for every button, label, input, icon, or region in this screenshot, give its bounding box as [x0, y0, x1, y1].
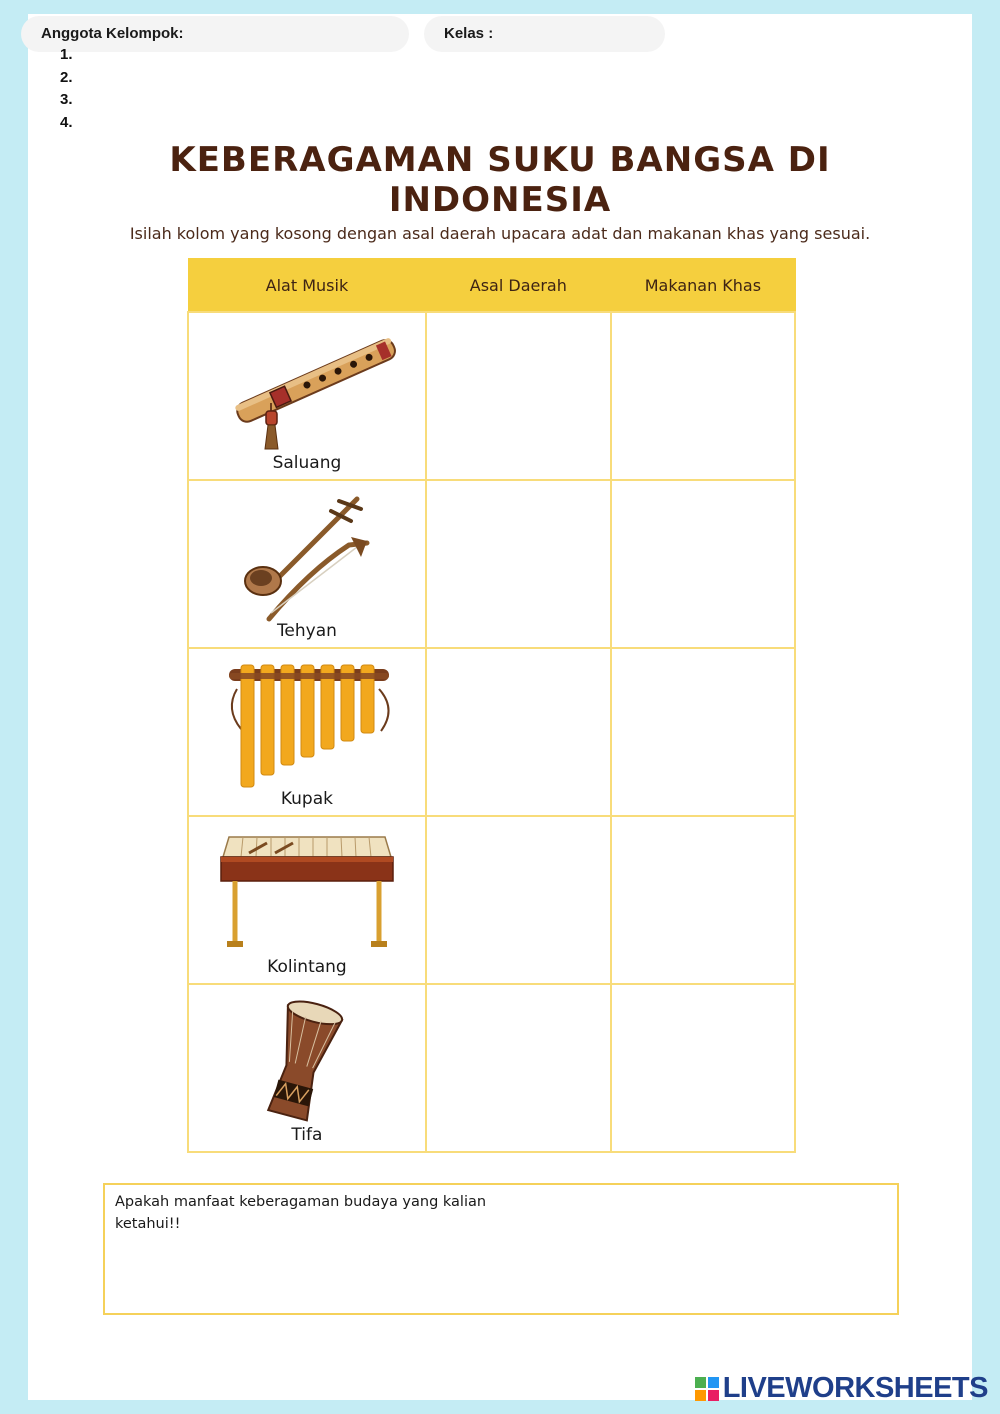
- origin-answer-cell[interactable]: [426, 648, 611, 816]
- instrument-cell: [188, 480, 426, 648]
- origin-answer-cell[interactable]: [426, 312, 611, 480]
- instrument-name: Kupak: [280, 789, 333, 809]
- instrument-cell: [188, 312, 426, 480]
- brand-logo: [695, 1372, 988, 1405]
- instrument-cell: [188, 648, 426, 816]
- class-field: [424, 16, 665, 52]
- food-answer-cell[interactable]: [611, 816, 795, 984]
- table-row: [188, 648, 795, 816]
- instruction-text: Isilah kolom yang kosong dengan asal daerah upacara adat dan makanan khas yang sesuai.: [129, 224, 871, 243]
- class-label: Kelas :: [444, 25, 494, 42]
- food-answer-cell[interactable]: [611, 480, 795, 648]
- instrument-name: Kolintang: [267, 957, 347, 977]
- title-line-2: INDONESIA: [388, 180, 612, 220]
- column-header-food: Makanan Khas: [611, 259, 795, 313]
- food-answer-cell[interactable]: [611, 312, 795, 480]
- group-members-field: [21, 16, 409, 52]
- page-title: [0, 140, 1000, 220]
- instrument-table: [187, 258, 796, 1153]
- group-members-label: Anggota Kelompok:: [41, 25, 184, 42]
- instrument-name: Tehyan: [276, 621, 337, 641]
- food-answer-cell[interactable]: [611, 984, 795, 1152]
- instrument-cell: [188, 984, 426, 1152]
- instrument-name: Saluang: [272, 453, 342, 473]
- instrument-cell: [188, 816, 426, 984]
- instrument-name: Tifa: [291, 1125, 323, 1145]
- member-number: 1.: [60, 46, 73, 63]
- member-number: 3.: [60, 91, 73, 108]
- table-header-row: [188, 259, 795, 313]
- origin-answer-cell[interactable]: [426, 984, 611, 1152]
- member-number: 2.: [60, 68, 73, 86]
- food-answer-cell[interactable]: [611, 648, 795, 816]
- question-answer-box[interactable]: [103, 1183, 899, 1315]
- column-header-instrument: Alat Musik: [188, 259, 426, 313]
- table-row: [188, 984, 795, 1152]
- column-header-origin: Asal Daerah: [426, 259, 611, 313]
- table-row: [188, 480, 795, 648]
- member-number-list: [60, 46, 73, 136]
- question-text: Apakah manfaat keberagaman budaya yang kalian ketahui!!: [115, 1194, 487, 1232]
- liveworksheets-logo-icon: [695, 1377, 719, 1401]
- brand-name: LIVEWORKSHEETS: [722, 1372, 988, 1404]
- table-row: [188, 816, 795, 984]
- origin-answer-cell[interactable]: [426, 480, 611, 648]
- title-line-1: KEBERAGAMAN SUKU BANGSA DI: [169, 140, 831, 180]
- member-number: 4.: [60, 113, 73, 131]
- origin-answer-cell[interactable]: [426, 816, 611, 984]
- table-row: [188, 312, 795, 480]
